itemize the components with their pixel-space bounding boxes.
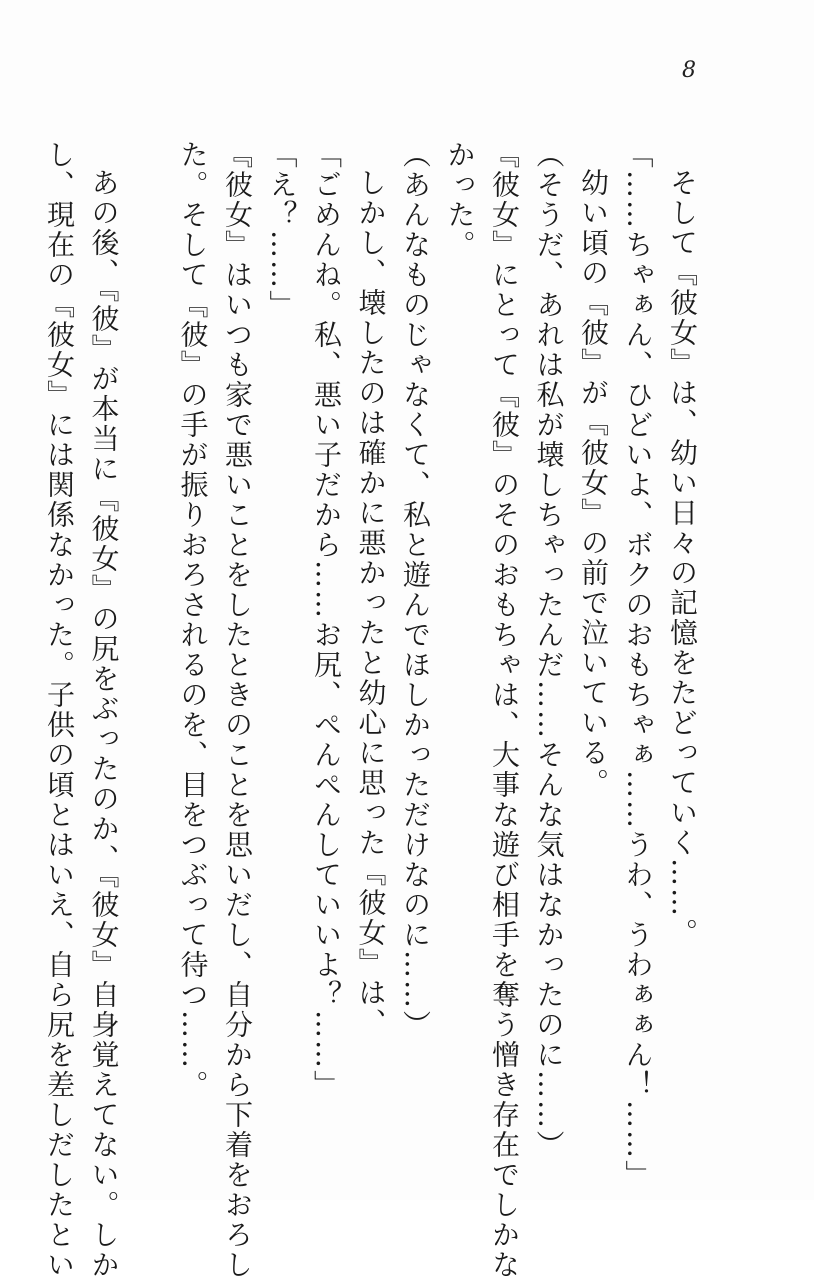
- text-line: 「ごめんね。私、悪い子だから……お尻、ぺんぺんしていいよ？……」: [310, 140, 343, 1100]
- vertical-text-body: [43, 140, 704, 1280]
- text-line: （あんなものじゃなくて、私と遊んでほしかっただけなのに……）: [399, 140, 432, 1040]
- blank-line: [126, 140, 171, 1140]
- text-line: 「え？……」: [265, 140, 299, 320]
- text-line: （そうだ、あれは私が壊しちゃったんだ……そんな気はなかったのに……）: [532, 140, 566, 1160]
- text-line: しかし、壊したのは確かに悪かったと幼心に思った『彼女』は、: [354, 168, 388, 1038]
- text-line: 「……ちゃぁん、ひどいよ、ボクのおもちゃぁ……うわ、うわぁぁん！……」: [621, 140, 655, 1190]
- text-line: かった。: [443, 140, 477, 260]
- text-line: 幼い頃の『彼』が『彼女』の前で泣いている。: [577, 168, 610, 798]
- text-line: 『彼女』はいつも家で悪いことをしたときのことを思いだし、自分から下着をおろし: [221, 140, 254, 1280]
- text-line: し、現在の『彼女』には関係なかった。子供の頃とはいえ、自ら尻を差しだしたとい: [43, 140, 76, 1280]
- text-line: そして『彼女』は、幼い日々の記憶をたどっていく……。: [666, 168, 699, 948]
- text-line: あの後、『彼』が本当に『彼女』の尻をぶったのか、『彼女』自身覚えてない。しか: [87, 168, 121, 1280]
- page-number: 8: [682, 58, 696, 83]
- text-line: 『彼女』にとって『彼』のそのおもちゃは、大事な遊び相手を奪う憎き存在でしかな: [488, 140, 521, 1280]
- text-line: た。そして『彼』の手が振りおろされるのを、目をつぶって待つ……。: [176, 140, 210, 1100]
